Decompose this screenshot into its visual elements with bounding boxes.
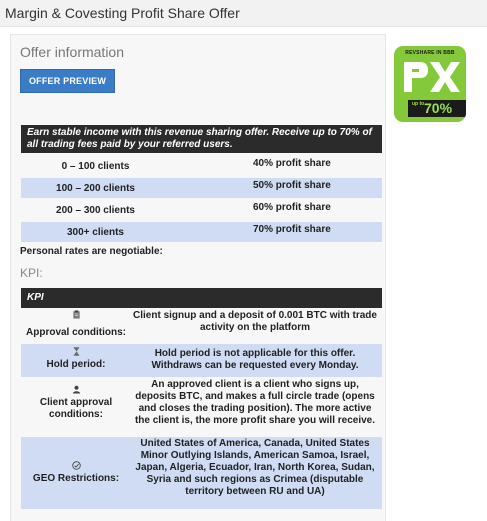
kpi-row-hold-period [21, 344, 382, 377]
tier-clients: 0 – 100 clients [61, 161, 130, 172]
kpi-value-text: Client signup and a deposit of 0.001 BTC with trade activity on the platform [133, 310, 377, 333]
kpi-label-text: Client approval conditions: [39, 397, 113, 420]
negotiable-note: Personal rates are negotiable: [20, 246, 163, 257]
hourglass-icon [72, 347, 81, 356]
tier-row [21, 156, 382, 176]
logo-badge [408, 100, 466, 117]
kpi-header: KPI [21, 288, 382, 308]
offer-card [10, 34, 386, 521]
kpi-value-text: Hold period is not applicable for this offer. Withdraws can be requested every Monday. [151, 348, 359, 371]
tier-share: 40% profit share [253, 158, 331, 169]
tier-clients: 100 – 200 clients [56, 183, 135, 194]
logo-badge-big: 70% [424, 100, 453, 116]
tier-row [21, 200, 382, 220]
user-icon [72, 385, 81, 394]
tier-share: 60% profit share [253, 202, 331, 213]
section-title: Offer information [20, 44, 125, 60]
kpi-value-text: United States of America, Canada, United States Minor Outlying Islands, American Samoa, Israel, Japan, Algeria, Ecuador, Iran, North Korea, Sudan, Syria and such regions as Crimea (disputable territory between RU and UA) [135, 438, 375, 497]
kpi-label-text: GEO Restrictions: [32, 473, 120, 484]
clipboard-icon [72, 310, 81, 319]
kpi-row-client-approval [21, 377, 382, 435]
kpi-value-text: An approved client is a client who signs up, deposits BTC, and makes a full circle trade (opens and closes the trading position). The more active the client is, the more profit share you will receive. [134, 379, 376, 426]
px-mark-icon [400, 58, 460, 98]
logo-caption: REVSHARE IN BBB [405, 50, 455, 56]
tier-clients: 300+ clients [67, 227, 124, 238]
kpi-row-geo-restrictions [21, 437, 382, 509]
offer-preview-button[interactable]: OFFER PREVIEW [20, 69, 115, 93]
revshare-logo [394, 46, 466, 122]
tier-row [21, 222, 382, 242]
page-header [0, 0, 487, 27]
tier-share: 50% profit share [253, 180, 331, 191]
kpi-label-text: Approval conditions: [26, 327, 126, 338]
tier-share: 70% profit share [253, 224, 331, 235]
tier-clients: 200 – 300 clients [56, 205, 135, 216]
kpi-label: KPI: [20, 266, 43, 280]
kpi-row-approval [21, 308, 382, 344]
globe-icon [72, 461, 81, 470]
tier-row [21, 178, 382, 198]
logo-badge-small: up to [412, 101, 425, 107]
page-title: Margin & Covesting Profit Share Offer [5, 5, 240, 21]
promo-banner: Earn stable income with this revenue sharing offer. Receive up to 70% of all trading fees paid by your referred users. [21, 125, 382, 153]
kpi-label-text: Hold period: [46, 359, 106, 370]
